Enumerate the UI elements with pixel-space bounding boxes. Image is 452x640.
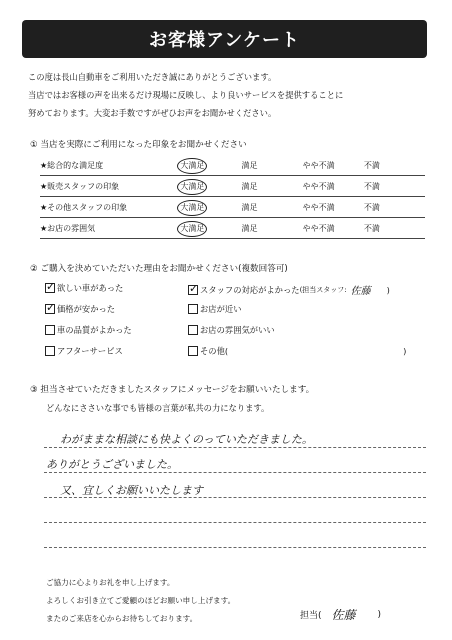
intro-text	[28, 68, 428, 122]
handwritten-message-line: ありがとうございました。	[46, 458, 178, 471]
message-line	[44, 472, 426, 473]
satisfaction-row	[40, 218, 425, 239]
satisfaction-option[interactable]	[303, 218, 364, 239]
satisfaction-row	[40, 197, 425, 218]
question-3-subtitle: どんなにささいな事でも皆様の言葉が私共の力になります。	[46, 403, 270, 413]
checkbox[interactable]	[188, 346, 198, 356]
reason-quality[interactable]	[45, 324, 132, 336]
satisfaction-option[interactable]	[242, 176, 303, 197]
satisfaction-row-label: ★お店の雰囲気	[40, 218, 180, 239]
reason-after-service[interactable]	[45, 345, 123, 357]
checkbox[interactable]	[45, 346, 55, 356]
satisfaction-option[interactable]	[303, 155, 364, 176]
survey-title-banner	[22, 20, 427, 58]
satisfaction-option-label: やや不満	[302, 202, 335, 212]
message-line	[44, 522, 426, 523]
reason-label: 価格が安かった	[57, 304, 116, 314]
satisfaction-option[interactable]	[364, 197, 425, 218]
bracket-close: )	[386, 284, 390, 295]
reason-label: アフターサービス	[57, 346, 123, 356]
satisfaction-option-label: 大満足	[180, 203, 204, 212]
satisfaction-option[interactable]	[242, 197, 303, 218]
reason-label: その他(	[200, 346, 229, 356]
intro-line: この度は長山自動車をご利用いただき誠にありがとうございます。	[28, 72, 277, 82]
footer-line: またのご来店を心からお待ちしております。	[46, 614, 198, 623]
bracket-close: )	[403, 346, 407, 356]
satisfaction-option-label: 大満足	[180, 224, 204, 233]
satisfaction-option-label: 不満	[363, 181, 380, 191]
footer-line: ご協力に心よりお礼を申し上げます。	[46, 578, 175, 587]
question-2-title: ② ご購入を決めていただいた理由をお聞かせください(複数回答可)	[30, 264, 288, 274]
satisfaction-option[interactable]	[303, 197, 364, 218]
satisfaction-option[interactable]	[180, 218, 241, 239]
reason-nearby[interactable]	[188, 303, 242, 315]
intro-line: 当店ではお客様の声を出来るだけ現場に反映し、より良いサービスを提供することに	[28, 90, 344, 100]
selected-circle-mark	[177, 158, 207, 174]
checkbox-checked[interactable]	[45, 283, 55, 293]
footer-text	[46, 574, 235, 628]
handwritten-staff-signature: 佐藤	[331, 608, 356, 622]
reason-price[interactable]	[45, 303, 115, 315]
reason-label: お店の雰囲気がいい	[200, 325, 275, 335]
satisfaction-option-label: 不満	[363, 160, 380, 170]
satisfaction-row	[40, 155, 425, 176]
reason-other[interactable]	[188, 345, 406, 357]
question-3-title: ③ 担当させていただきましたスタッフにメッセージをお願いいたします。	[30, 385, 315, 395]
satisfaction-option[interactable]	[242, 218, 303, 239]
satisfaction-option-label: やや不満	[302, 223, 335, 233]
satisfaction-row	[40, 176, 425, 197]
satisfaction-option-label: 大満足	[180, 161, 204, 170]
satisfaction-option[interactable]	[364, 155, 425, 176]
handwritten-staff-name: 佐藤	[350, 286, 371, 297]
satisfaction-option-label: 満足	[241, 181, 258, 191]
satisfaction-option-label: やや不満	[302, 160, 335, 170]
satisfaction-option[interactable]	[303, 176, 364, 197]
satisfaction-row-label: ★その他スタッフの印象	[40, 197, 180, 218]
satisfaction-option[interactable]	[242, 155, 303, 176]
satisfaction-option[interactable]	[180, 197, 241, 218]
staff-suffix: (担当スタッフ:	[299, 285, 347, 294]
handwritten-message-line: わがままな相談にも快よくのっていただきました。	[60, 433, 313, 446]
bracket-close: )	[377, 609, 382, 620]
reason-wanted-car[interactable]	[45, 282, 123, 294]
satisfaction-row-label: ★販売スタッフの印象	[40, 176, 180, 197]
selected-circle-mark	[177, 221, 207, 237]
satisfaction-option-label: 満足	[241, 223, 258, 233]
satisfaction-option[interactable]	[180, 176, 241, 197]
footer-line: よろしくお引き立てご愛顧のほどお願い申し上げます。	[46, 596, 236, 605]
message-line	[44, 447, 426, 448]
satisfaction-option[interactable]	[364, 176, 425, 197]
question-1-title: ① 当店を実際にご利用になった印象をお聞かせください	[30, 140, 247, 150]
satisfaction-option-label: 満足	[241, 202, 258, 212]
staff-signature	[300, 606, 381, 623]
reason-atmosphere[interactable]	[188, 324, 275, 336]
message-line	[44, 547, 426, 548]
satisfaction-option[interactable]	[180, 155, 241, 176]
checkbox[interactable]	[188, 304, 198, 314]
staff-label: 担当(	[300, 611, 322, 621]
survey-title: お客様アンケート	[149, 30, 300, 51]
checkbox-checked[interactable]	[188, 285, 198, 295]
selected-circle-mark	[177, 179, 207, 195]
intro-line: 努めております。大変お手数ですがぜひお声をお聞かせください。	[28, 108, 277, 118]
handwritten-message-line: 又、宜しくお願いいたします	[60, 484, 203, 497]
satisfaction-option-label: 不満	[363, 223, 380, 233]
satisfaction-option-label: 大満足	[180, 182, 204, 191]
satisfaction-option-label: やや不満	[302, 181, 335, 191]
reason-label: 欲しい車があった	[57, 283, 124, 293]
reason-label: スタッフの対応がよかった	[200, 284, 300, 295]
reason-staff[interactable]	[188, 282, 390, 297]
satisfaction-option[interactable]	[364, 218, 425, 239]
checkbox[interactable]	[45, 325, 55, 335]
satisfaction-option-label: 不満	[363, 202, 380, 212]
satisfaction-row-label: ★総合的な満足度	[40, 155, 180, 176]
checkbox[interactable]	[188, 325, 198, 335]
checkbox-checked[interactable]	[45, 304, 55, 314]
reason-label: お店が近い	[200, 304, 242, 314]
satisfaction-table	[40, 155, 425, 239]
satisfaction-option-label: 満足	[241, 160, 258, 170]
reason-label: 車の品質がよかった	[57, 325, 132, 335]
selected-circle-mark	[177, 200, 207, 216]
